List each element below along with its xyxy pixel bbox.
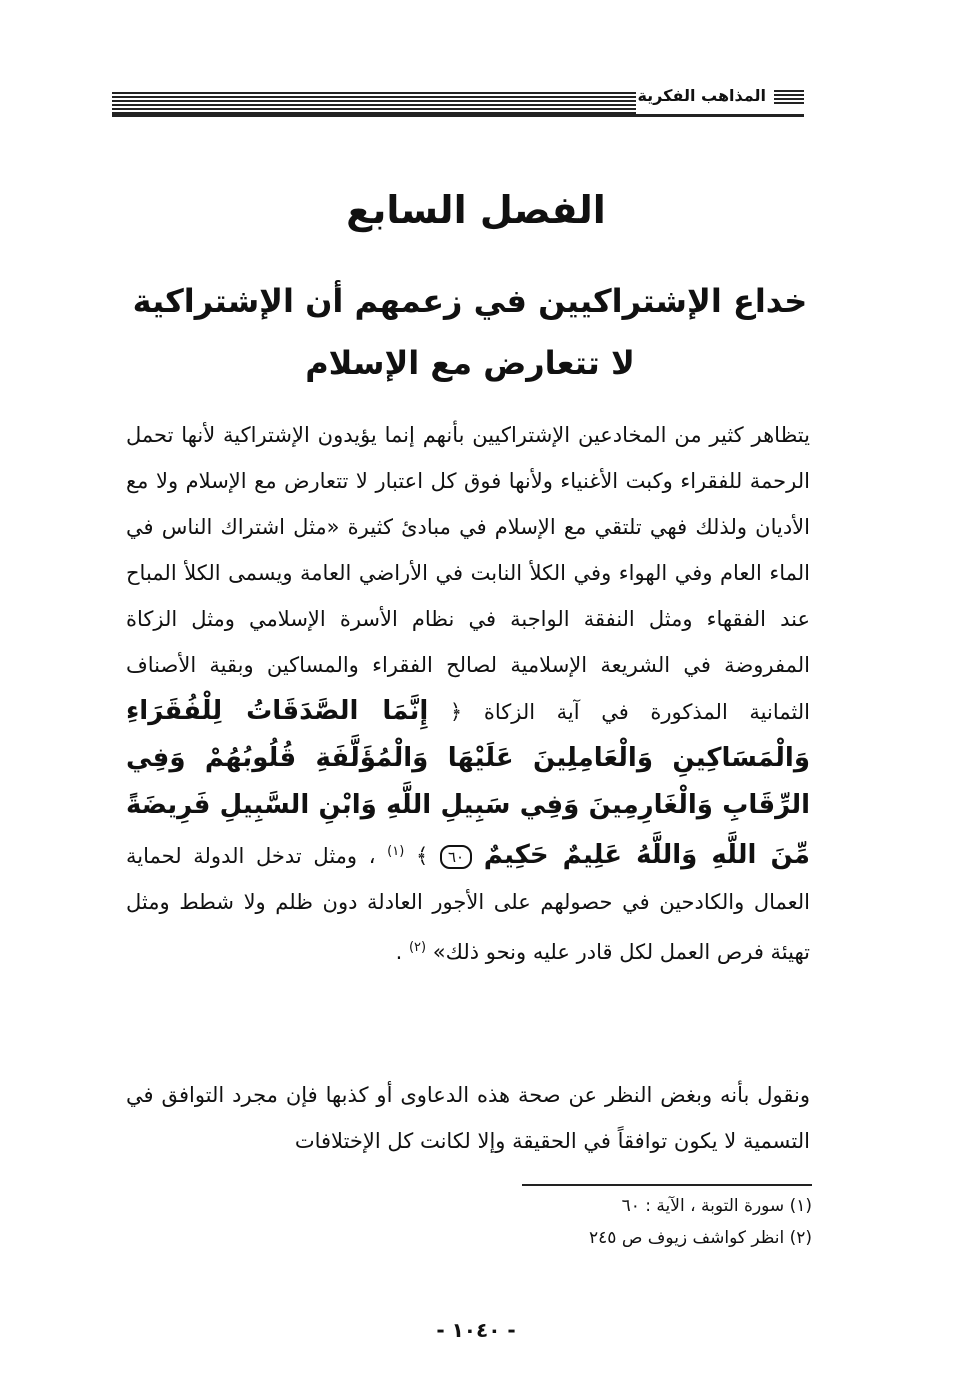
paragraph-2 (126, 1072, 810, 1164)
running-header-title: المذاهب الفكرية (637, 86, 766, 105)
verse-close-bracket: ﴾ (415, 844, 429, 868)
chapter-subtitle: خداع الإشتراكيين في زعمهم أن الإشتراكية لا تتعارض مع الإسلام (132, 282, 808, 382)
footnotes (400, 1190, 812, 1254)
chapter-title: الفصل السابع (346, 188, 606, 232)
footnote-1: (١) سورة التوبة ، الآية : ٦٠ (621, 1196, 812, 1216)
header-rule (112, 114, 804, 117)
footnote-ref-1: (١) (387, 844, 405, 859)
ayah-number: ٦٠ (440, 845, 472, 869)
header-ornament-mark (774, 90, 804, 104)
paragraph-1-continuation: ، ومثل تدخل الدولة لحماية العمال والكادحين في حصولهم على الأجور العادلة دون ظلم ولا شطط ومثل تهيئة فرص العمل لكل قادر عليه ونحو ذلك» (126, 844, 810, 964)
footnote-rule (522, 1184, 812, 1186)
paragraph-2-text: ونقول بأنه وبغض النظر عن صحة هذه الدعاوى أو كذبها فإن مجرد التوافق في التسمية لا يكون توافقاً في الحقيقة وإلا لكانت كل الإختلافات (126, 1083, 810, 1153)
paragraph-1-intro: يتظاهر كثير من المخادعين الإشتراكيين بأنهم إنما يؤيدون الإشتراكية لأنها تحمل الرحمة للفقراء وكبت الأغنياء ولأنها فوق كل اعتبار لا تتعارض مع الإسلام ولا مع الأديان ولذلك فهي تلتقي مع الإسلام في مبادئ كثيرة «مثل اشتراك الناس في الماء العام وفي الهواء وفي الكلأ النابت في الأراضي العامة ويسمى الكلأ المباح عند الفقهاء ومثل النفقة الواجبة في نظام الأسرة الإسلامي ومثل الزكاة المفروضة في الشريعة الإسلامية لصالح الفقراء والمساكين وبقية الأصناف الثمانية المذكورة في آية الزكاة ﴿ (126, 423, 810, 724)
header-ornament-lines (112, 92, 636, 114)
paragraph-1 (126, 412, 810, 975)
footnote-ref-2: (٢) (408, 940, 427, 955)
footnote-2: (٢) انظر كواشف زيوف ص ٢٤٥ (589, 1228, 812, 1248)
running-header (112, 86, 804, 116)
page-number: - ١٠٤٠ - (436, 1318, 516, 1342)
quran-verse: إِنَّمَا الصَّدَقَاتُ لِلْفُقَرَاءِ وَالْمَسَاكِينِ وَالْعَامِلِينَ عَلَيْهَا وَالْمُؤَلَّفَةِ قُلُوبُهُمْ وَفِي الرِّقَابِ وَالْغَارِمِينَ وَفِي سَبِيلِ اللَّهِ وَابْنِ السَّبِيلِ فَرِيضَةً مِّنَ اللَّهِ وَاللَّهُ عَلِيمٌ حَكِيمٌ (126, 696, 810, 870)
paragraph-1-end: . (395, 940, 403, 964)
